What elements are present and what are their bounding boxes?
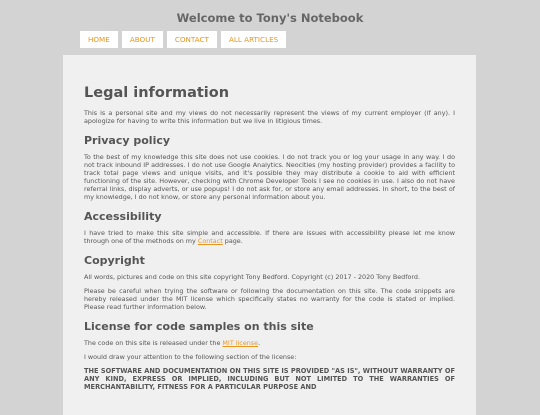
nav-home[interactable]: HOME — [80, 31, 118, 48]
site-title: Welcome to Tony's Notebook — [176, 11, 364, 25]
license-text-before: The code on this site is released under the — [84, 339, 223, 347]
nav-all-articles[interactable]: ALL ARTICLES — [221, 31, 286, 48]
copyright-heading: Copyright — [84, 254, 145, 267]
license-heading: License for code samples on this site — [84, 320, 314, 333]
copyright-warning-text: Please be careful when trying the software or following the documentation on this site. The code snippets are hereby released under the MIT license which specifically states no warranty for the code is stated or implied. Please read further information below. — [84, 287, 455, 311]
license-warranty-text: THE SOFTWARE AND DOCUMENTATION ON THIS SITE IS PROVIDED "AS IS", WITHOUT WARRANTY OF ANY KIND, EXPRESS OR IMPLIED, INCLUDING BUT NOT LIMITED TO THE WARRANTIES OF MERCHANTABILITY, FITNESS FOR A PARTICULAR PURPOSE AND — [84, 367, 455, 391]
main-nav — [80, 31, 286, 48]
main-content — [63, 55, 476, 415]
intro-text: This is a personal site and my views do not necessarily represent the views of my current employer (if any). I apologize for having to write this information but we live in litigious times. — [84, 109, 455, 125]
license-attention-text: I would draw your attention to the following section of the license: — [84, 353, 297, 361]
license-text-after: . — [258, 339, 261, 347]
nav-contact[interactable]: CONTACT — [167, 31, 217, 48]
copyright-text: All words, pictures and code on this site copyright Tony Bedford. Copyright (c) 2017 - 2020 Tony Bedford. — [84, 273, 420, 281]
contact-link[interactable]: Contact — [197, 237, 223, 245]
accessibility-heading: Accessibility — [84, 210, 162, 223]
accessibility-text-before: I have tried to make this site simple and accessible. If there are issues with accessibility please let me know through one of the methods on my — [84, 229, 455, 245]
mit-license-link[interactable]: MIT license — [222, 339, 259, 347]
privacy-heading: Privacy policy — [84, 134, 171, 147]
nav-about[interactable]: ABOUT — [122, 31, 163, 48]
page-title: Legal information — [84, 85, 230, 101]
accessibility-text-after: page. — [222, 237, 243, 245]
accessibility-text — [84, 229, 455, 245]
privacy-text: To the best of my knowledge this site does not use cookies. I do not track you or log your usage in any way. I do not track inbound IP addresses. I do not use Google Analytics. Neocities (my hosting provider) provides a facility to track total page views and unique visits, and it's possible they may distribute a cookie to aid with efficient functioning of the site. However, checking with Chrome Developer Tools I see no cookies in use. I also do not have referral links, display adverts, or use popups! I do not ask for, or store any email addresses. In short, to the best of my knowledge, I do not know, or store any personal information about you. — [84, 153, 455, 201]
license-text — [84, 339, 455, 347]
